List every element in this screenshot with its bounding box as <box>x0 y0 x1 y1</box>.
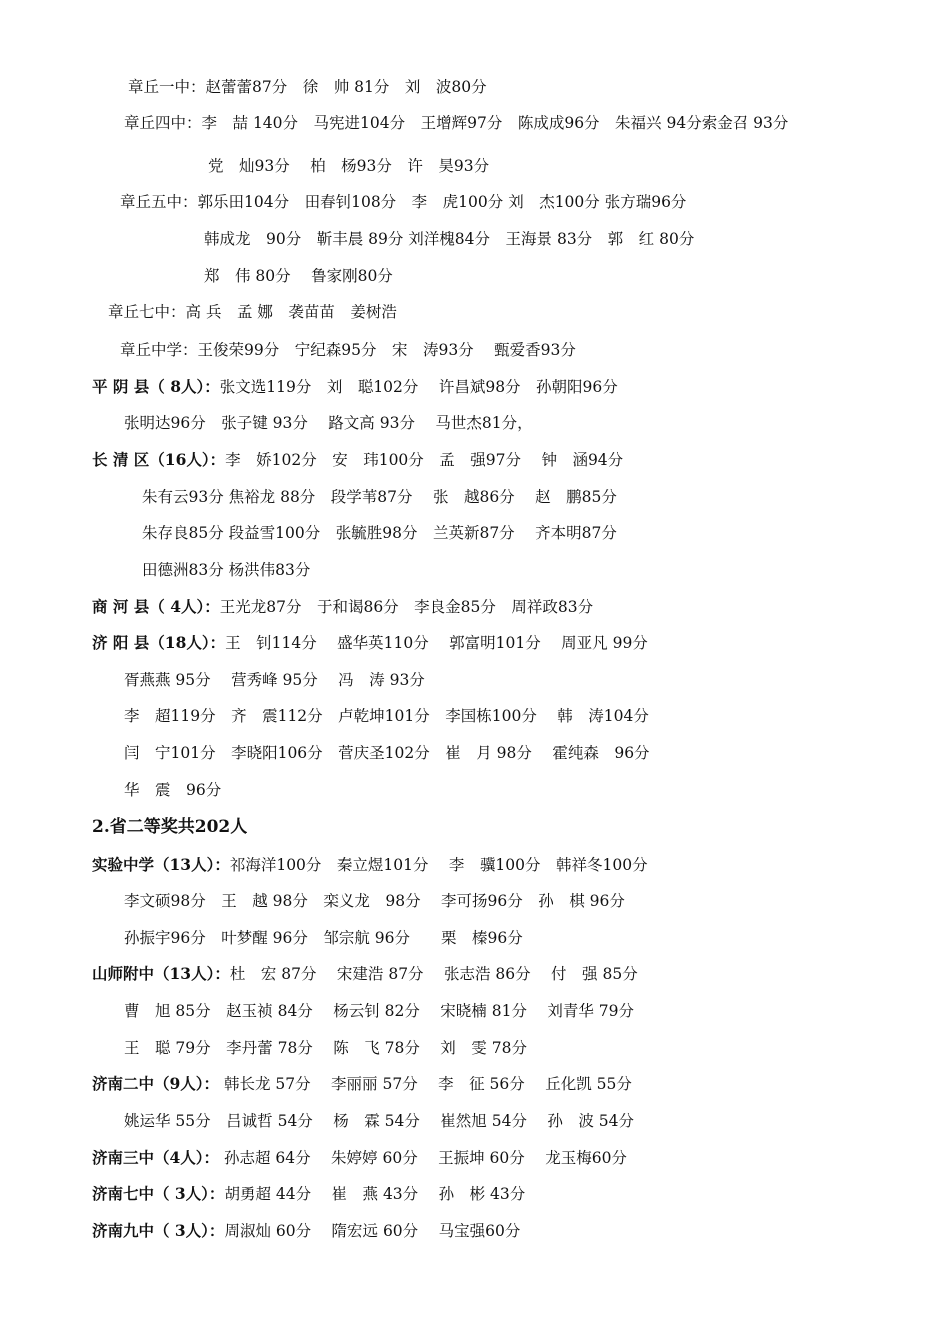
line-text: 王俊荣99分 宁纪森95分 宋 涛93分 甄爱香93分 <box>197 341 576 359</box>
line-text: 孙振宇96分 叶梦醒 96分 邹宗航 96分 栗 榛96分 <box>124 929 523 947</box>
doc-line <box>142 487 617 507</box>
doc-line <box>124 1111 634 1131</box>
line-head: 章丘一中： <box>128 78 206 96</box>
doc-line <box>108 302 397 322</box>
line-text: 田德洲83分 杨洪伟83分 <box>142 561 311 579</box>
line-head: 章丘五中： <box>120 193 198 211</box>
doc-line <box>142 560 310 580</box>
doc-line <box>128 77 487 97</box>
line-text: 孙志超 64分 朱婷婷 60分 王振坤 60分 龙玉梅60分 <box>219 1149 627 1167</box>
line-text: 朱存良85分 段益雪100分 张毓胜98分 兰英新87分 齐本明87分 <box>142 524 617 542</box>
line-text: 郑 伟 80分 鲁家刚80分 <box>204 267 393 285</box>
line-text: 郭乐田104分 田春钊108分 李 虎100分 刘 杰100分 张方瑞96分 <box>197 193 687 211</box>
line-text: 周淑灿 60分 隋宏远 60分 马宝强60分 <box>224 1222 521 1240</box>
line-text: 韩成龙 90分 靳丰晨 89分 刘洋槐84分 王海景 83分 郭 红 80分 <box>204 230 695 248</box>
doc-line <box>124 413 533 433</box>
line-text: 胥燕燕 95分 营秀峰 95分 冯 涛 93分 <box>124 671 425 689</box>
line-head: 山师附中（13人）： <box>92 964 230 983</box>
doc-line <box>92 1184 525 1204</box>
doc-line <box>92 1221 520 1241</box>
section-heading <box>92 817 247 837</box>
doc-line <box>124 891 625 911</box>
doc-line <box>142 523 617 543</box>
line-head: 章丘四中： <box>124 114 202 132</box>
line-text: 党 灿93分 柏 杨93分 许 昊93分 <box>208 157 490 175</box>
line-text: 姚运华 55分 吕诚哲 54分 杨 霖 54分 崔然旭 54分 孙 波 54分 <box>124 1112 635 1130</box>
line-text: 王 钊114分 盛华英110分 郭富明101分 周亚凡 99分 <box>225 634 648 652</box>
doc-line <box>204 229 694 249</box>
line-text: 王光龙87分 于和谒86分 李良金85分 周祥政83分 <box>219 598 594 616</box>
doc-line <box>92 855 648 875</box>
line-head: 济南三中（4人）： <box>92 1148 220 1167</box>
line-text: 张文选119分 刘 聪102分 许昌斌98分 孙朝阳96分 <box>219 378 618 396</box>
doc-line <box>124 743 650 763</box>
doc-line <box>124 113 788 133</box>
line-head: 济南二中（9人）： <box>92 1074 220 1093</box>
line-text: 韩长龙 57分 李丽丽 57分 李 征 56分 丘化凯 55分 <box>219 1075 632 1093</box>
doc-line <box>124 928 523 948</box>
doc-line <box>120 340 576 360</box>
line-head: 平 阴 县（ 8人）： <box>92 377 220 396</box>
line-text: 张明达96分 张子键 93分 路文高 93分 马世杰81分， <box>124 414 533 432</box>
doc-line <box>92 1148 627 1168</box>
line-head: 商 河 县（ 4人）： <box>92 597 220 616</box>
doc-line <box>92 597 593 617</box>
line-text: 华 震 96分 <box>124 781 222 799</box>
doc-line <box>124 670 425 690</box>
doc-line <box>92 377 618 397</box>
doc-line <box>124 1038 527 1058</box>
line-text: 赵蕾蕾87分 徐 帅 81分 刘 波80分 <box>205 78 487 96</box>
line-text: 李 娇102分 安 玮100分 孟 强97分 钟 涵94分 <box>225 451 624 469</box>
doc-line <box>92 1074 632 1094</box>
doc-line <box>124 780 221 800</box>
doc-line <box>124 706 649 726</box>
line-head: 实验中学（13人）： <box>92 855 230 874</box>
line-text: 李 喆 140分 马宪进104分 王增辉97分 陈成成96分 朱福兴 94分索金召 93分 <box>201 114 789 132</box>
line-text: 王 聪 79分 李丹蕾 78分 陈 飞 78分 刘 雯 78分 <box>124 1039 527 1057</box>
line-head: 2.省二等奖共202人 <box>92 817 248 837</box>
doc-line <box>92 964 638 984</box>
line-text: 曹 旭 85分 赵玉祯 84分 杨云钊 82分 宋晓楠 81分 刘青华 79分 <box>124 1002 635 1020</box>
doc-line <box>120 192 686 212</box>
line-text: 李 超119分 齐 震112分 卢乾坤101分 李国栋100分 韩 涛104分 <box>124 707 649 725</box>
line-head: 长 清 区（16人）： <box>92 450 226 469</box>
line-head: 济南九中（ 3人）： <box>92 1221 225 1240</box>
doc-line <box>124 1001 634 1021</box>
line-text: 李文硕98分 王 越 98分 栾义龙 98分 李可扬96分 孙 棋 96分 <box>124 892 625 910</box>
line-text: 朱有云93分 焦裕龙 88分 段学苇87分 张 越86分 赵 鹏85分 <box>142 488 617 506</box>
line-text: 杜 宏 87分 宋建浩 87分 张志浩 86分 付 强 85分 <box>229 965 638 983</box>
doc-line <box>92 633 648 653</box>
doc-line <box>204 266 393 286</box>
line-text: 高 兵 孟 娜 袭苗苗 姜树浩 <box>185 303 397 321</box>
doc-line <box>92 450 623 470</box>
line-head: 章丘中学： <box>120 341 198 359</box>
line-text: 闫 宁101分 李晓阳106分 菅庆圣102分 崔 月 98分 霍纯森 96分 <box>124 744 650 762</box>
line-text: 胡勇超 44分 崔 燕 43分 孙 彬 43分 <box>224 1185 526 1203</box>
line-head: 济 阳 县（18人）： <box>92 633 226 652</box>
line-head: 章丘七中： <box>108 303 186 321</box>
doc-line <box>208 156 489 176</box>
line-head: 济南七中（ 3人）： <box>92 1184 225 1203</box>
line-text: 祁海洋100分 秦立煜101分 李 骥100分 韩祥冬100分 <box>229 856 648 874</box>
